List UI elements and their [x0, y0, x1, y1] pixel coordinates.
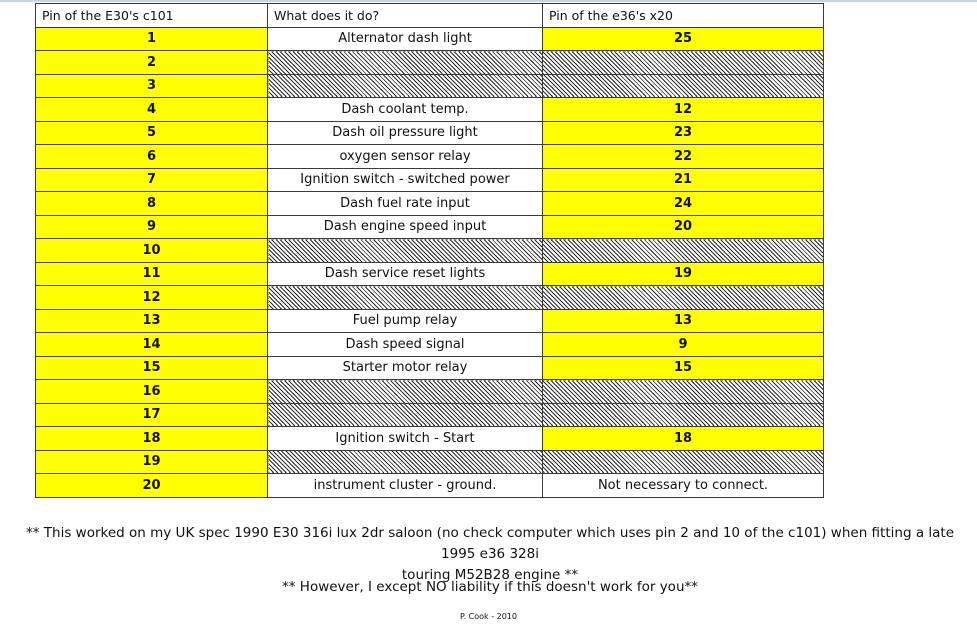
- x20-pin-cell: 25: [543, 27, 824, 51]
- liability-note: ** However, I except NO liability if this doesn't work for you**: [282, 579, 698, 595]
- c101-pin-cell: 14: [36, 333, 268, 357]
- c101-pin-cell: 5: [36, 121, 268, 145]
- table-row: [36, 51, 824, 75]
- c101-pin-cell: 7: [36, 168, 268, 192]
- function-cell: Ignition switch - Start: [268, 427, 543, 451]
- unused-x20-cell: [543, 286, 824, 310]
- c101-pin-cell: 15: [36, 356, 268, 380]
- function-cell: Ignition switch - switched power: [268, 168, 543, 192]
- c101-pin-cell: 11: [36, 262, 268, 286]
- x20-pin-cell: 22: [543, 145, 824, 169]
- table-row: [36, 121, 824, 145]
- c101-pin-cell: 1: [36, 27, 268, 51]
- header-function: What does it do?: [268, 4, 543, 28]
- c101-pin-cell: 19: [36, 450, 268, 474]
- function-cell: instrument cluster - ground.: [268, 474, 543, 498]
- unused-x20-cell: [543, 74, 824, 98]
- function-cell: Dash oil pressure light: [268, 121, 543, 145]
- table-row: [36, 450, 824, 474]
- header-x20-pin: Pin of the e36's x20: [543, 4, 824, 28]
- function-cell: Fuel pump relay: [268, 309, 543, 333]
- table-row: [36, 427, 824, 451]
- c101-pin-cell: 12: [36, 286, 268, 310]
- table-header-row: [36, 4, 824, 28]
- x20-pin-cell: Not necessary to connect.: [543, 474, 824, 498]
- x20-pin-cell: 23: [543, 121, 824, 145]
- table-row: [36, 474, 824, 498]
- table-row: [36, 262, 824, 286]
- table-row: [36, 215, 824, 239]
- table-row: [36, 356, 824, 380]
- unused-x20-cell: [543, 239, 824, 263]
- unused-function-cell: [268, 51, 543, 75]
- unused-function-cell: [268, 74, 543, 98]
- table-row: [36, 286, 824, 310]
- c101-pin-cell: 10: [36, 239, 268, 263]
- table-row: [36, 168, 824, 192]
- top-border-line: [0, 0, 977, 2]
- c101-pin-cell: 6: [36, 145, 268, 169]
- table-row: [36, 239, 824, 263]
- c101-pin-cell: 17: [36, 403, 268, 427]
- x20-pin-cell: 15: [543, 356, 824, 380]
- table-row: [36, 333, 824, 357]
- function-cell: Dash speed signal: [268, 333, 543, 357]
- table-row: [36, 309, 824, 333]
- x20-pin-cell: 18: [543, 427, 824, 451]
- x20-pin-cell: 9: [543, 333, 824, 357]
- c101-pin-cell: 4: [36, 98, 268, 122]
- x20-pin-cell: 21: [543, 168, 824, 192]
- function-cell: Starter motor relay: [268, 356, 543, 380]
- compatibility-note-line-2: touring M52B28 engine **: [401, 567, 579, 583]
- function-cell: Dash coolant temp.: [268, 98, 543, 122]
- function-cell: oxygen sensor relay: [268, 145, 543, 169]
- unused-function-cell: [268, 380, 543, 404]
- c101-pin-cell: 18: [36, 427, 268, 451]
- unused-x20-cell: [543, 450, 824, 474]
- c101-pin-cell: 8: [36, 192, 268, 216]
- table-row: [36, 145, 824, 169]
- c101-pin-cell: 20: [36, 474, 268, 498]
- x20-pin-cell: 20: [543, 215, 824, 239]
- unused-x20-cell: [543, 51, 824, 75]
- table-row: [36, 98, 824, 122]
- c101-pin-cell: 9: [36, 215, 268, 239]
- unused-function-cell: [268, 286, 543, 310]
- pin-mapping-table: [35, 3, 824, 498]
- unused-function-cell: [268, 403, 543, 427]
- c101-pin-cell: 3: [36, 74, 268, 98]
- c101-pin-cell: 16: [36, 380, 268, 404]
- function-cell: Dash service reset lights: [268, 262, 543, 286]
- header-c101-pin: Pin of the E30's c101: [36, 4, 268, 28]
- x20-pin-cell: 12: [543, 98, 824, 122]
- x20-pin-cell: 19: [543, 262, 824, 286]
- table-row: [36, 27, 824, 51]
- function-cell: Dash engine speed input: [268, 215, 543, 239]
- x20-pin-cell: 24: [543, 192, 824, 216]
- x20-pin-cell: 13: [543, 309, 824, 333]
- table-row: [36, 403, 824, 427]
- unused-x20-cell: [543, 403, 824, 427]
- table-row: [36, 74, 824, 98]
- table-row: [36, 192, 824, 216]
- c101-pin-cell: 2: [36, 51, 268, 75]
- unused-x20-cell: [543, 380, 824, 404]
- author-credit: P. Cook - 2010: [459, 612, 517, 621]
- c101-pin-cell: 13: [36, 309, 268, 333]
- function-cell: Alternator dash light: [268, 27, 543, 51]
- compatibility-note-line-1: ** This worked on my UK spec 1990 E30 316i lux 2dr saloon (no check computer which uses pin 2 and 10 of the c101) when fitting a late 1995 e36 328i: [26, 525, 954, 562]
- unused-function-cell: [268, 239, 543, 263]
- unused-function-cell: [268, 450, 543, 474]
- function-cell: Dash fuel rate input: [268, 192, 543, 216]
- table-row: [36, 380, 824, 404]
